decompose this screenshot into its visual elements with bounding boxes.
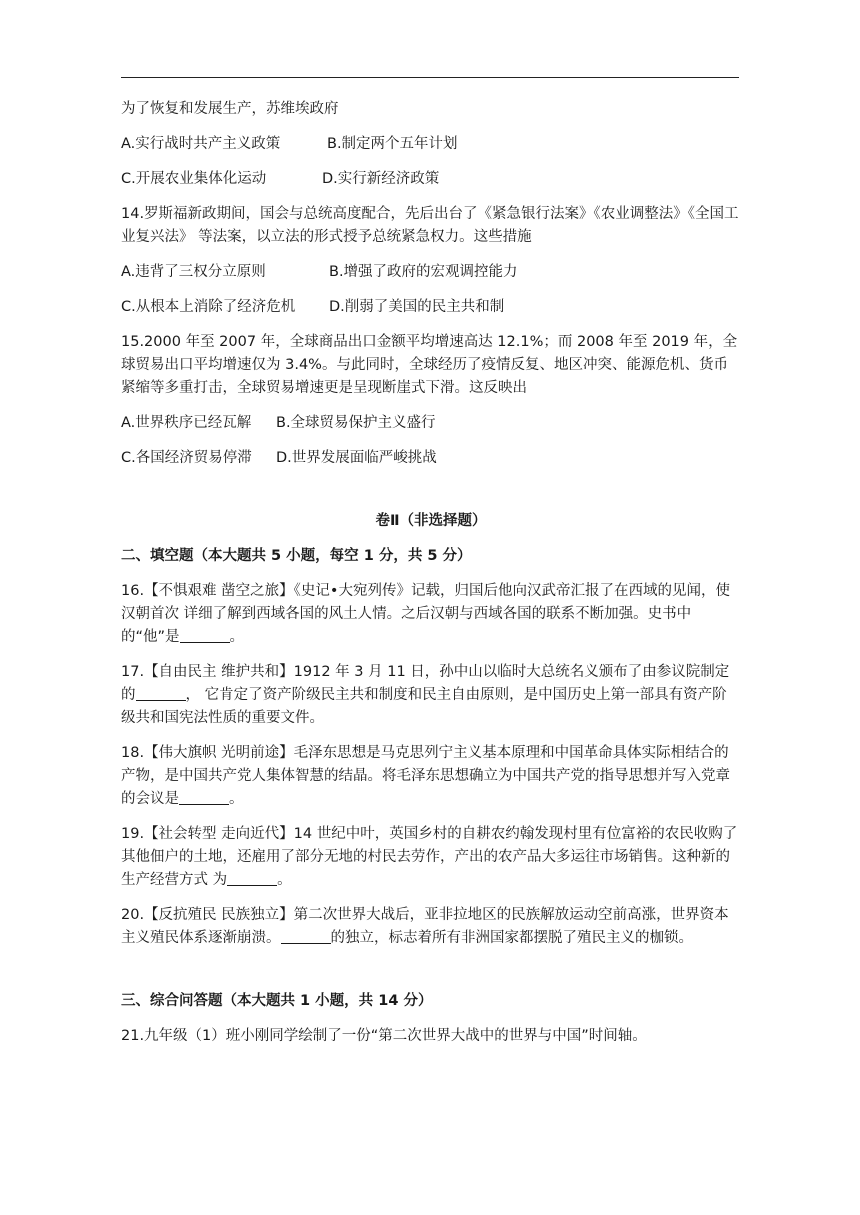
header-rule <box>121 77 739 78</box>
q14-options-row-1 <box>121 261 741 284</box>
q18-text-after: 。 <box>229 791 244 807</box>
q13-option-d[interactable]: D.实行新经济政策 <box>322 171 440 187</box>
q14-option-a[interactable]: A.违背了三权分立原则 <box>121 264 266 280</box>
q16-text-before: 16.【不惧艰难 凿空之旅】《史记•大宛列传》记载，归国后他向汉武帝汇报了在西域的见闻，使汉朝首次 详细了解到西域各国的风土人情。之后汉朝与西域各国的联系不断加强。史书中的“他”是 <box>121 583 730 645</box>
q13-option-c[interactable]: C.开展农业集体化运动 <box>121 171 267 187</box>
q18 <box>121 742 741 811</box>
q14-option-b[interactable]: B.增强了政府的宏观调控能力 <box>329 264 518 280</box>
part-3-heading: 三、综合问答题（本大题共 1 小题，共 14 分） <box>121 993 433 1009</box>
q18-answer-blank[interactable] <box>179 789 229 805</box>
q15-option-a[interactable]: A.世界秩序已经瓦解 <box>121 415 252 431</box>
q19-text-before: 19.【社会转型 走向近代】14 世纪中叶，英国乡村的自耕农约翰发现村里有位富裕的农民收购了其他佃户的土地，还雇用了部分无地的村民去劳作，产出的农产品大多运往市场销售。这种新的生产经营方式 为 <box>121 826 738 888</box>
q20-answer-blank[interactable] <box>281 928 331 944</box>
part-2-heading: 二、填空题（本大题共 5 小题，每空 1 分，共 5 分） <box>121 548 472 564</box>
q17-answer-blank[interactable] <box>136 685 186 701</box>
q13-options-row-1 <box>121 133 741 156</box>
q19-answer-blank[interactable] <box>227 870 277 886</box>
q21-stem: 21.九年级（1）班小刚同学绘制了一份“第二次世界大战中的世界与中国”时间轴。 <box>121 1028 647 1044</box>
q15-option-b[interactable]: B.全球贸易保护主义盛行 <box>276 415 436 431</box>
q20-text-after: 的独立，标志着所有非洲国家都摆脱了殖民主义的枷锁。 <box>330 930 693 946</box>
q13-option-a[interactable]: A.实行战时共产主义政策 <box>121 136 281 152</box>
q15-options-row-1 <box>121 412 741 435</box>
q17-text-after: ， 它肯定了资产阶级民主共和制度和民主自由原则，是中国历史上第一部具有资产阶级共和国宪法性质的重要文件。 <box>121 687 727 726</box>
q13-stem: 为了恢复和发展生产，苏维埃政府 <box>121 101 339 117</box>
q17-text-before: 17.【自由民主 维护共和】1912 年 3 月 11 日，孙中山以临时大总统名义颁布了由参议院制定的 <box>121 664 730 703</box>
q15-stem: 15.2000 年至 2007 年，全球商品出口金额平均增速高达 12.1%；而 2008 年至 2019 年，全球贸易出口平均增速仅为 3.4%。与此同时，全球经历了疫情反复、地区冲突、能源危机、货币紧缩等多重打击，全球贸易增速更是呈现断崖式下滑。这反映出 <box>121 334 738 396</box>
q14-options-row-2 <box>121 296 741 319</box>
q15-options-row-2 <box>121 447 741 470</box>
q14-option-c[interactable]: C.从根本上消除了经济危机 <box>121 299 296 315</box>
q15-option-c[interactable]: C.各国经济贸易停滞 <box>121 450 252 466</box>
q17 <box>121 661 741 730</box>
q20 <box>121 904 741 950</box>
q19-text-after: 。 <box>277 872 292 888</box>
q16-text-after: 。 <box>229 629 245 645</box>
q14-option-d[interactable]: D.削弱了美国的民主共和制 <box>329 299 505 315</box>
q13-option-b[interactable]: B.制定两个五年计划 <box>327 136 458 152</box>
q16 <box>121 580 741 649</box>
q19 <box>121 823 741 892</box>
q15-option-d[interactable]: D.世界发展面临严峻挑战 <box>276 450 437 466</box>
exam-page-content <box>121 98 741 1060</box>
q14-stem: 14.罗斯福新政期间，国会与总统高度配合，先后出台了《紧急银行法案》《农业调整法》《全国工业复兴法》 等法案，以立法的形式授予总统紧急权力。这些措施 <box>121 206 739 245</box>
q20-text-before: 20.【反抗殖民 民族独立】第二次世界大战后，亚非拉地区的民族解放运动空前高涨，世界资本主义殖民体系逐渐崩溃。 <box>121 907 729 946</box>
section-2-title: 卷Ⅱ（非选择题） <box>375 513 487 529</box>
q16-answer-blank[interactable] <box>180 627 230 643</box>
q18-text-before: 18.【伟大旗帜 光明前途】毛泽东思想是马克思列宁主义基本原理和中国革命具体实际相结合的产物，是中国共产党人集体智慧的结晶。将毛泽东思想确立为中国共产党的指导思想并写入党章的会议是 <box>121 745 730 807</box>
q13-options-row-2 <box>121 168 741 191</box>
